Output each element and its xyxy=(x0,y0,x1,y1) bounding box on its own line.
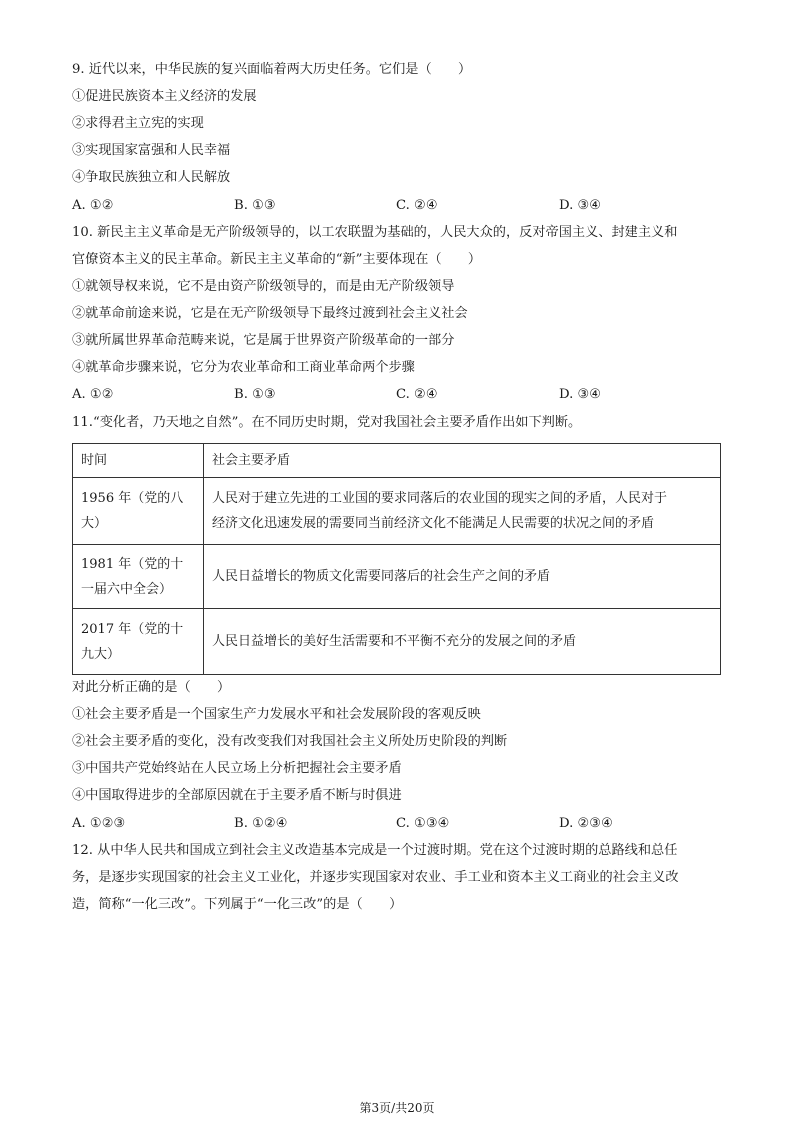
q11-option-b: B. ①②④ xyxy=(234,816,288,831)
q9-item-3: ③实现国家富强和人民幸福 xyxy=(72,143,231,158)
cell-line: 一届六中全会） xyxy=(81,581,173,597)
q9-option-d: D. ③④ xyxy=(559,198,602,213)
table-cell-time xyxy=(73,478,204,545)
cell-line: 人民日益增长的美好生活需要和不平衡不充分的发展之间的矛盾 xyxy=(212,634,577,649)
q10-stem-line-1: 10. 新民主主义革命是无产阶级领导的，以工农联盟为基础的，人民大众的，反对帝国主义、封建主义和 xyxy=(72,225,678,240)
table-cell-time xyxy=(73,545,204,609)
q10-options xyxy=(72,386,712,404)
page-number: 第3页/共20页 xyxy=(359,1101,435,1115)
table-cell-time xyxy=(73,609,204,675)
cell-line: 1981 年（党的十 xyxy=(81,556,184,572)
table-cell-contradiction xyxy=(204,609,721,675)
cell-line: 2017 年（党的十 xyxy=(81,621,184,637)
q11-prompt: 对此分析正确的是（ ） xyxy=(72,680,231,695)
q11-option-d: D. ②③④ xyxy=(559,816,613,831)
table-cell-contradiction xyxy=(204,478,721,545)
q11-item-2: ②社会主要矛盾的变化，没有改变我们对我国社会主义所处历史阶段的判断 xyxy=(72,734,508,749)
table-header-time: 时间 xyxy=(73,444,204,478)
table-row xyxy=(73,478,721,545)
q9-stem: 9. 近代以来，中华民族的复兴面临着两大历史任务。它们是（ ） xyxy=(72,62,472,77)
cell-line: 经济文化迅速发展的需要同当前经济文化不能满足人民需要的状况之间的矛盾 xyxy=(212,516,655,531)
q10-stem-line-2: 官僚资本主义的民主革命。新民主主义革命的“新”主要体现在（ ） xyxy=(72,252,482,267)
q10-item-1: ①就领导权来说，它不是由资产阶级领导的，而是由无产阶级领导 xyxy=(72,279,455,294)
q10-item-3: ③就所属世界革命范畴来说，它是属于世界资产阶级革命的一部分 xyxy=(72,333,455,348)
q12-stem-line-3: 造，简称“一化三改”。下列属于“一化三改”的是（ ） xyxy=(72,897,403,912)
q9-options xyxy=(72,197,712,215)
q11-item-1: ①社会主要矛盾是一个国家生产力发展水平和社会发展阶段的客观反映 xyxy=(72,707,481,722)
q9-option-c: C. ②④ xyxy=(396,198,438,213)
cell-line: 1956 年（党的八 xyxy=(81,491,184,506)
q10-option-b: B. ①③ xyxy=(234,387,276,402)
cell-line: 九大） xyxy=(81,646,121,662)
q9-option-a: A. ①② xyxy=(72,198,114,213)
q10-option-c: C. ②④ xyxy=(396,387,438,402)
q9-item-1: ①促进民族资本主义经济的发展 xyxy=(72,89,257,104)
q11-item-3: ③中国共产党始终站在人民立场上分析把握社会主要矛盾 xyxy=(72,761,402,776)
q12-stem-line-2: 务，是逐步实现国家的社会主义工业化，并逐步实现国家对农业、手工业和资本主义工商业的社会主义改 xyxy=(72,870,679,885)
q12-stem-line-1: 12. 从中华人民共和国成立到社会主义改造基本完成是一个过渡时期。党在这个过渡时期的总路线和总任 xyxy=(72,843,678,858)
q11-stem: 11.“变化者，乃天地之自然”。在不同历史时期，党对我国社会主要矛盾作出如下判断。 xyxy=(72,415,582,430)
q10-item-2: ②就革命前途来说，它是在无产阶级领导下最终过渡到社会主义社会 xyxy=(72,306,468,321)
q11-option-a: A. ①②③ xyxy=(72,816,126,831)
q9-item-2: ②求得君主立宪的实现 xyxy=(72,116,204,131)
q9-item-4: ④争取民族独立和人民解放 xyxy=(72,170,231,185)
q9-option-b: B. ①③ xyxy=(234,198,276,213)
q11-option-c: C. ①③④ xyxy=(396,816,450,831)
q10-option-d: D. ③④ xyxy=(559,387,602,402)
q11-options xyxy=(72,815,712,833)
q10-option-a: A. ①② xyxy=(72,387,114,402)
table-row xyxy=(73,545,721,609)
cell-line: 人民日益增长的物质文化需要同落后的社会生产之间的矛盾 xyxy=(212,569,551,584)
table-header-row xyxy=(73,444,721,478)
table-row xyxy=(73,609,721,675)
table-cell-contradiction xyxy=(204,545,721,609)
cell-line: 大） xyxy=(81,516,108,531)
cell-line: 人民对于建立先进的工业国的要求同落后的农业国的现实之间的矛盾，人民对于 xyxy=(212,491,668,506)
q11-item-4: ④中国取得进步的全部原因就在于主要矛盾不断与时俱进 xyxy=(72,788,402,803)
q10-item-4: ④就革命步骤来说，它分为农业革命和工商业革命两个步骤 xyxy=(72,360,415,375)
table-header-contradiction: 社会主要矛盾 xyxy=(204,444,721,478)
contradiction-table xyxy=(72,443,721,675)
